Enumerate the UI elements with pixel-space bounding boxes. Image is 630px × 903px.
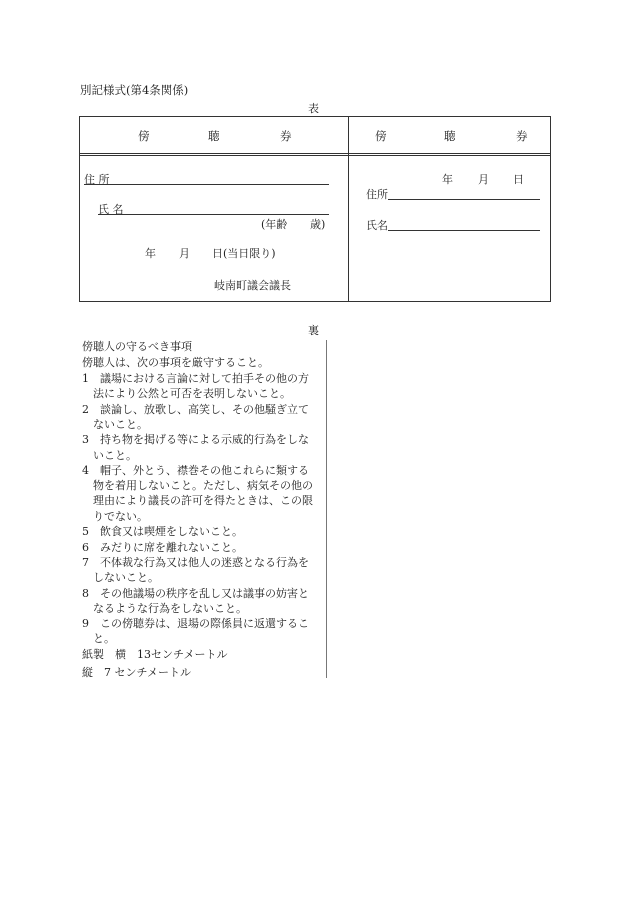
left-age-unit: 歳): [310, 218, 326, 231]
right-date-year: 年: [442, 173, 453, 186]
back-rule-line: 4 帽子、外とう、襟巻その他これらに類する: [82, 464, 309, 477]
left-name-label: 氏 名: [98, 203, 124, 216]
right-date-day: 日: [513, 173, 524, 186]
left-name-line: [98, 214, 329, 215]
back-side-label: 裏: [308, 324, 319, 337]
right-date-month: 月: [478, 173, 489, 186]
back-rule-line: りでない。: [82, 510, 148, 523]
right-heading-char-3: 券: [516, 129, 528, 143]
ticket-divider: [348, 117, 349, 301]
right-heading-char-2: 聴: [444, 129, 456, 143]
back-rule-line: いこと。: [82, 449, 137, 462]
back-rule-line: 7 不体裁な行為又は他人の迷惑となる行為を: [82, 556, 309, 569]
left-heading-char-2: 聴: [208, 129, 220, 143]
back-rule-line: 物を着用しないこと。ただし、病気その他の: [82, 479, 313, 492]
back-rule-line: 1 議場における言論に対して拍手その他の方: [82, 372, 309, 385]
document-title: 別記様式(第4条関係): [80, 83, 189, 97]
back-rule-line: なるような行為をしないこと。: [82, 602, 247, 615]
back-rule-line: 傍聴人の守るべき事項: [82, 340, 192, 353]
right-address-label: 住所: [366, 188, 388, 201]
back-rule-line: 紙製 横 13センチメートル: [82, 648, 228, 661]
header-rule-double: [80, 155, 550, 156]
left-issuer: 岐南町議会議長: [214, 279, 291, 292]
left-date-year: 年: [145, 247, 156, 260]
back-rule-line: 法により公然と可否を表明しないこと。: [82, 387, 291, 400]
right-address-line: [388, 199, 540, 200]
left-heading-char-1: 傍: [138, 129, 150, 143]
left-date-month: 月: [179, 247, 190, 260]
back-rule-line: 5 飲食又は喫煙をしないこと。: [82, 525, 243, 538]
right-name-line: [388, 230, 540, 231]
right-heading-char-1: 傍: [375, 129, 387, 143]
header-rule: [80, 153, 550, 154]
back-rule-line: 2 談論し、放歌し、高笑し、その他騒ぎ立て: [82, 403, 309, 416]
back-rule-line: 6 みだりに席を離れないこと。: [82, 541, 243, 554]
back-rule-line: 3 持ち物を掲げる等による示威的行為をしな: [82, 433, 309, 446]
front-ticket: [79, 116, 551, 302]
left-age-label: (年齢: [261, 218, 288, 231]
back-rule-line: 理由により議長の許可を得たときは、この限: [82, 494, 313, 507]
left-date-day: 日(当日限り): [212, 247, 276, 260]
back-rule-line: 傍聴人は、次の事項を厳守すること。: [82, 356, 269, 369]
back-rule-line: と。: [82, 632, 115, 645]
back-rule-line: 縦 7 センチメートル: [82, 666, 192, 679]
left-address-line: [84, 184, 329, 185]
left-heading-char-3: 券: [280, 129, 292, 143]
back-rule-line: 9 この傍聴券は、退場の際係員に返還するこ: [82, 617, 309, 630]
right-name-label: 氏名: [366, 219, 388, 232]
back-rule-line: ないこと。: [82, 418, 148, 431]
front-side-label: 表: [308, 102, 319, 115]
back-rule-line: 8 その他議場の秩序を乱し又は議事の妨害と: [82, 587, 309, 600]
left-address-label: 住 所: [84, 173, 110, 186]
back-rule-line: しないこと。: [82, 571, 159, 584]
